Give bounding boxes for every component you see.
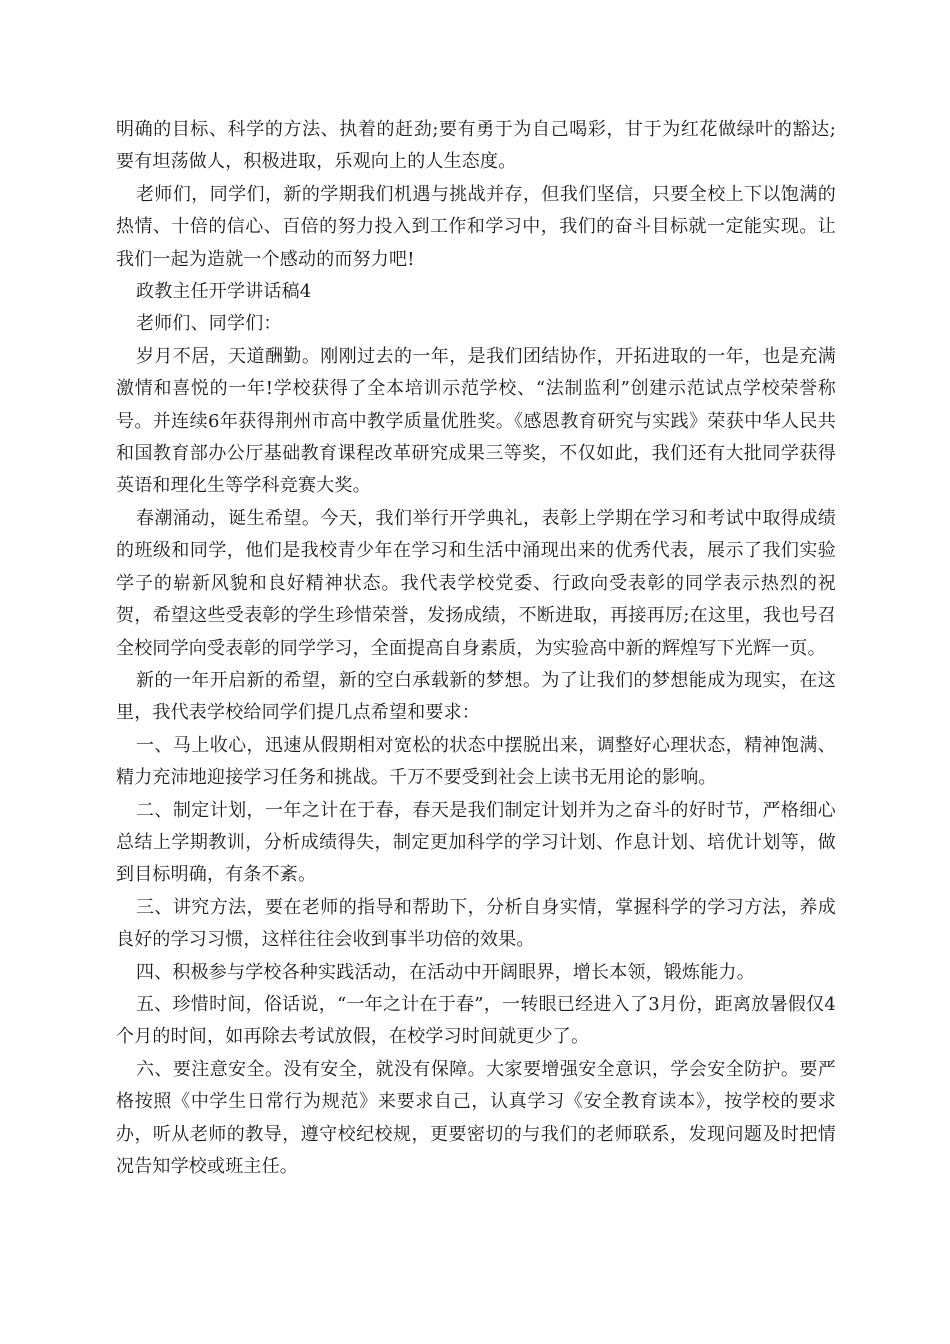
document-body — [116, 114, 836, 1183]
paragraph-commendation: 春潮涌动，诞生希望。今天，我们举行开学典礼，表彰上学期在学习和考试中取得成绩的班级和同学，他们是我校青少年在学习和生活中涌现出来的优秀代表，展示了我们实验学子的崭新风貌和良好精神状态。我代表学校党委、行政向受表彰的同学表示热烈的祝贺，希望这些受表彰的学生珍惜荣誉，发扬成绩，不断进取，再接再厉;在这里，我也号召全校同学向受表彰的同学学习，全面提高自身素质，为实验高中新的辉煌写下光辉一页。 — [116, 507, 836, 659]
paragraph-continuation: 明确的目标、科学的方法、执着的赶劲;要有勇于为自己喝彩，甘于为红花做绿叶的豁达;要有坦荡做人，积极进取，乐观向上的人生态度。 — [116, 119, 836, 173]
section-title: 政教主任开学讲话稿4 — [136, 281, 312, 303]
list-item-3: 三、讲究方法，要在老师的指导和帮助下，分析自身实情，掌握科学的学习方法，养成良好的学习习惯，这样往往会收到事半功倍的效果。 — [116, 896, 836, 951]
paragraph-expectations-intro: 新的一年开启新的希望，新的空白承载新的梦想。为了让我们的梦想能成为现实，在这里，我代表学校给同学们提几点希望和要求： — [116, 669, 836, 724]
list-item-1: 一、马上收心，迅速从假期相对宽松的状态中摆脱出来，调整好心理状态，精神饱满、精力充沛地迎接学习任务和挑战。千万不要受到社会上读书无用论的影响。 — [116, 734, 836, 789]
salutation: 老师们、同学们： — [136, 313, 282, 335]
list-item-2: 二、制定计划，一年之计在于春，春天是我们制定计划并为之奋斗的好时节，严格细心总结上学期教训，分析成绩得失，制定更加科学的学习计划、作息计划、培优计划等，做到目标明确，有条不紊。 — [116, 799, 836, 886]
list-item-5: 五、珍惜时间，俗话说，“一年之计在于春”，一转眼已经进入了3月份，距离放暑假仅4个月的时间，如再除去考试放假，在校学习时间就更少了。 — [116, 993, 836, 1048]
list-item-4: 四、积极参与学校各种实践活动，在活动中开阔眼界，增长本领，锻炼能力。 — [136, 961, 755, 983]
paragraph-closing: 老师们，同学们，新的学期我们机遇与挑战并存，但我们坚信，只要全校上下以饱满的热情、十倍的信心、百倍的努力投入到工作和学习中，我们的奋斗目标就一定能实现。让我们一起为造就一个感动的而努力吧! — [116, 183, 836, 270]
paragraph-achievements: 岁月不居，天道酬勤。刚刚过去的一年，是我们团结协作，开拓进取的一年，也是充满激情和喜悦的一年!学校获得了全本培训示范学校、“法制监利”创建示范试点学校荣誉称号。并连续6年获得荆州市高中教学质量优胜奖。《感恩教育研究与实践》荣获中华人民共和国教育部办公厅基础教育课程改革研究成果三等奖，不仅如此，我们还有大批同学获得英语和理化生等学科竞赛大奖。 — [116, 345, 836, 497]
list-item-6: 六、要注意安全。没有安全，就没有保障。大家要增强安全意识，学会安全防护。要严格按照《中学生日常行为规范》来要求自己，认真学习《安全教育读本》，按学校的要求办，听从老师的教导，遵守校纪校规，更要密切的与我们的老师联系，发现问题及时把情况告知学校或班主任。 — [116, 1058, 836, 1177]
